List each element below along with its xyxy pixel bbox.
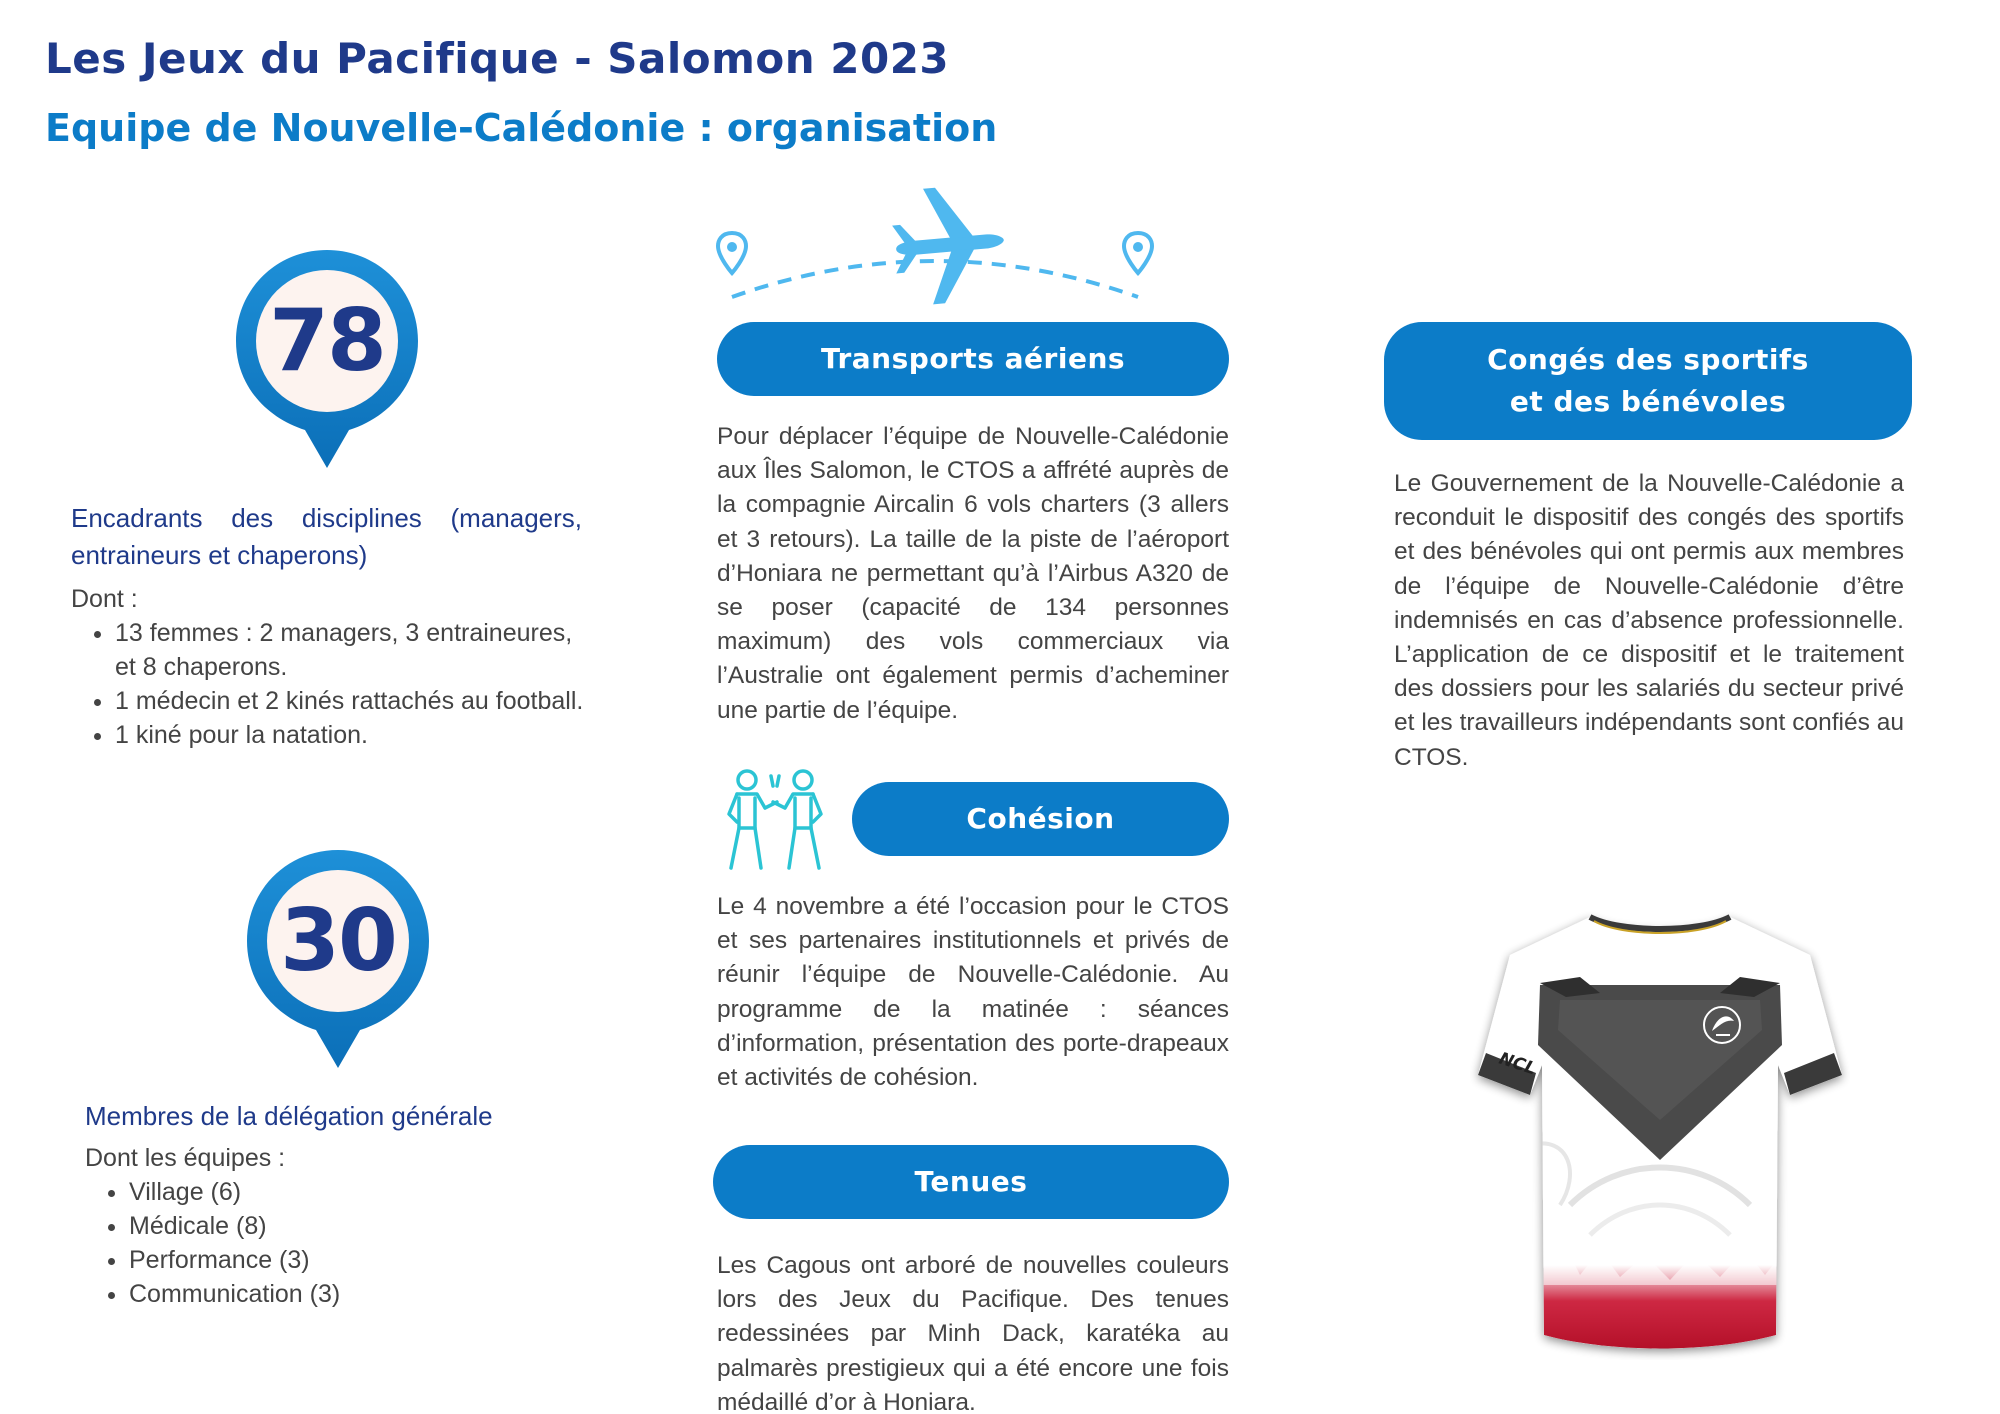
list-item: • Performance (3) [129, 1243, 485, 1277]
stat-pin-30 [243, 846, 433, 1072]
transports-heading: Transports aériens [717, 322, 1229, 396]
location-pin-icon [718, 233, 746, 273]
location-pin-icon [1124, 233, 1152, 273]
flight-path-icon [710, 185, 1160, 305]
conges-text: Le Gouvernement de la Nouvelle-Calédonie a reconduit le dispositif des congés des sportifs et des bénévoles qui ont permis aux membres de l’équipe de Nouvelle-Calédonie d’être indemnisés en cas d’absence professionnelle. L’application de ce dispositif et le traitement des dossiers pour les salariés du secteur privé et les travailleurs indépendants sont confiés au CTOS. [1394, 470, 1904, 771]
airplane-icon [889, 185, 1009, 305]
stat2-dont: Dont les équipes : [85, 1144, 286, 1172]
tenues-text: Les Cagous ont arboré de nouvelles couleurs lors des Jeux du Pacifique. Des tenues redessinées par Minh Dack, karatéka au palmarès prestigieux qui a été encore une fois médaillé d’or à Honiara. [717, 1252, 1229, 1414]
stat-number-78: 78 [269, 291, 385, 391]
list-item: • 1 kiné pour la natation. [115, 718, 591, 752]
conges-heading-line2: et des bénévoles [1509, 385, 1787, 418]
stat-number-30: 30 [280, 891, 396, 991]
page-title: Les Jeux du Pacifique - Salomon 2023 [45, 34, 950, 83]
conges-heading-line1: Congés des sportifs [1487, 343, 1809, 376]
transports-text: Pour déplacer l’équipe de Nouvelle-Calédonie aux Îles Salomon, le CTOS a affrété auprès de la compagnie Aircalin 6 vols charters (3 allers et 3 retours). La taille de la piste de l’aéroport d’Honiara ne permettant qu’à l’Airbus A320 de se poser (capacité de 134 personnes maximum) des vols commerciaux via l’Australie ont également permis d’acheminer une partie de l’équipe. [717, 423, 1229, 724]
list-item: • 1 médecin et 2 kinés rattachés au football. [115, 684, 591, 718]
page-subtitle: Equipe de Nouvelle-Calédonie : organisation [45, 106, 998, 150]
team-fist-bump-icon [715, 768, 835, 872]
stat1-title: Encadrants des disciplines (managers, entraineurs et chaperons) [71, 503, 582, 570]
cohesion-heading: Cohésion [852, 782, 1229, 856]
list-item: • 13 femmes : 2 managers, 3 entraineures, et 8 chaperons. [115, 616, 591, 684]
stat1-dont: Dont : [71, 585, 138, 613]
tenues-heading: Tenues [713, 1145, 1229, 1219]
list-item: • Village (6) [129, 1175, 485, 1209]
conges-heading [1384, 322, 1912, 440]
sleeve-ncl-text: NCL [1496, 1048, 1539, 1080]
cohesion-text: Le 4 novembre a été l’occasion pour le CTOS et ses partenaires institutionnels et privés de réunir l’équipe de Nouvelle-Calédonie. Au programme de la matinée : séances d’information, présentation des porte-drapeaux et activités de cohésion. [717, 893, 1229, 1092]
jersey-image [1470, 905, 1850, 1360]
list-item: • Médicale (8) [129, 1209, 485, 1243]
stat2-list [85, 1175, 485, 1311]
list-item: • Communication (3) [129, 1277, 485, 1311]
stat2-title: Membres de la délégation générale [85, 1101, 493, 1131]
stat-pin-78 [232, 246, 422, 472]
stat1-list [71, 616, 591, 752]
